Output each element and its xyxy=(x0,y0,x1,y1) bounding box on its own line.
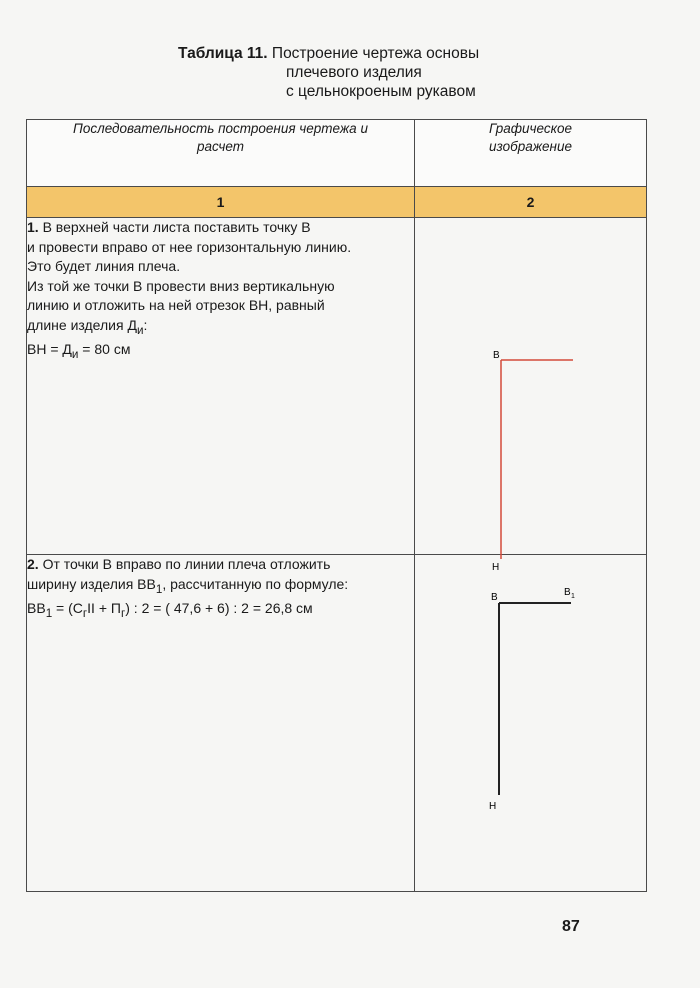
column-number-2: 2 xyxy=(415,187,647,218)
title-line-1 xyxy=(178,44,598,63)
step-1-drawing xyxy=(415,218,647,573)
point-h-label: Н xyxy=(489,801,497,812)
construction-table xyxy=(26,119,647,892)
step-line: Из той же точки В провести вниз вертикальную xyxy=(27,277,335,294)
subscript: 1 xyxy=(45,606,53,620)
step-2-drawing xyxy=(415,555,647,886)
step-2-text xyxy=(27,555,415,892)
title-line-2: плечевого изделия xyxy=(286,64,422,81)
title-line-3: с цельнокроеным рукавом xyxy=(286,83,476,100)
step-line: От точки В вправо по линии плеча отложить xyxy=(42,556,331,572)
header-row xyxy=(27,120,647,187)
step-number: 2. xyxy=(27,556,39,572)
point-b-label: В xyxy=(491,592,498,603)
point-b1-subscript: 1 xyxy=(571,593,575,600)
step-1-text: 1. В верхней части листа поставить точку В и провести вправо от нее горизонтальную линию. Это будет линия плеча. Из той же точки В провести вниз вертикальную линию и отложить на ней отрезок ВН, равный длине изделия $Д_и$: ВН = $Д_и = 80$ см xyxy=(27,218,415,555)
subscript: г xyxy=(120,606,126,620)
page-number: 87 xyxy=(562,918,580,935)
step-line: ) : 2 = ( 47,6 + 6) : 2 = 26,8 см xyxy=(125,599,313,616)
step-line: длине изделия Д xyxy=(27,316,137,333)
step-line: Это будет линия плеча. xyxy=(27,258,181,274)
subscript: 1 xyxy=(155,582,163,596)
step-number: 1. xyxy=(27,219,39,235)
subscript: и xyxy=(136,323,144,337)
header-sequence: Последовательность построения чертежа и расчет xyxy=(27,120,415,187)
table-row xyxy=(27,555,647,892)
title-label: Таблица 11. xyxy=(178,45,268,62)
step-1-graphic xyxy=(415,218,647,573)
step-line: ВН = Д xyxy=(27,340,72,357)
subscript: и xyxy=(71,347,79,361)
step-line: и провести вправо от нее горизонтальную линию. xyxy=(27,238,352,255)
step-line: , рассчитанную по формуле: xyxy=(162,575,349,592)
point-b1-label: В xyxy=(564,587,571,598)
step-line: = 80 см xyxy=(78,340,131,357)
step-2-graphic xyxy=(415,555,647,892)
step-line: II + П xyxy=(87,599,121,616)
header-graphic: Графическое изображение xyxy=(415,120,647,187)
subscript: г xyxy=(82,606,88,620)
step-line: В верхней части листа поставить точку В xyxy=(42,219,311,235)
point-b-label: В xyxy=(493,350,500,361)
step-line: линию и отложить на ней отрезок ВН, равный xyxy=(27,297,325,313)
step-line: ширину изделия ВВ xyxy=(27,575,156,592)
table-row xyxy=(27,218,647,555)
column-number-1: 1 xyxy=(27,187,415,218)
step-line: ВВ xyxy=(27,599,46,616)
step-line: = (С xyxy=(52,599,83,616)
point-h-label: Н xyxy=(492,562,500,573)
table-title xyxy=(178,44,598,101)
title-text-1: Построение чертежа основы xyxy=(271,45,480,62)
column-number-row xyxy=(27,187,647,218)
